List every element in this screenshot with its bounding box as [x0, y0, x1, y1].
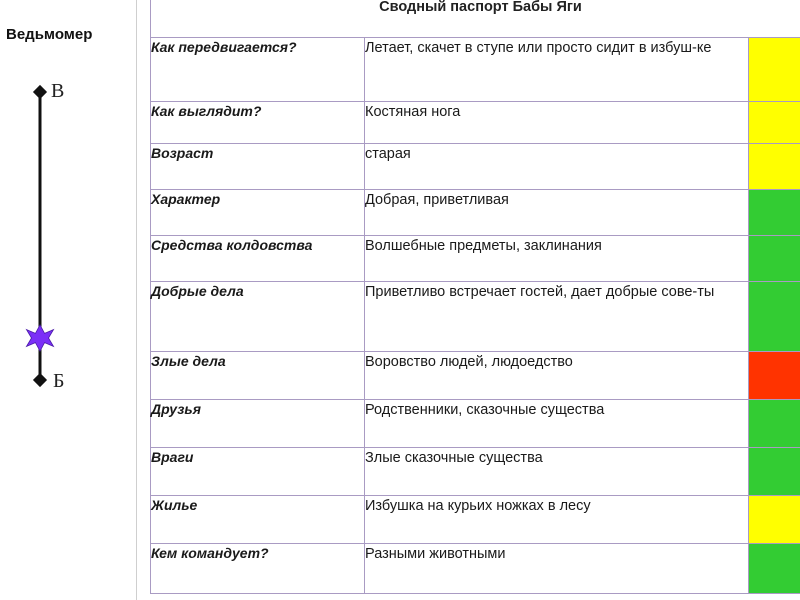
- row-label: Друзья: [151, 400, 365, 448]
- table-row: [151, 496, 800, 544]
- table-row: [151, 282, 800, 352]
- table-title: Сводный паспорт Бабы Яги: [151, 0, 800, 38]
- row-value: Разными животными: [365, 544, 749, 594]
- row-value: Избушка на курьих ножках в лесу: [365, 496, 749, 544]
- table-row: [151, 544, 800, 594]
- meter-title: Ведьмомер: [6, 26, 93, 43]
- table-row: [151, 236, 800, 282]
- row-color-indicator: [749, 400, 800, 448]
- row-label: Характер: [151, 190, 365, 236]
- row-value: старая: [365, 144, 749, 190]
- row-value: Волшебные предметы, заклинания: [365, 236, 749, 282]
- row-value: Родственники, сказочные существа: [365, 400, 749, 448]
- row-color-indicator: [749, 352, 800, 400]
- meter-top-label: В: [51, 80, 65, 102]
- row-value: Костяная нога: [365, 102, 749, 144]
- row-color-indicator: [749, 496, 800, 544]
- table-row: [151, 400, 800, 448]
- row-label: Средства колдовства: [151, 236, 365, 282]
- row-label: Добрые дела: [151, 282, 365, 352]
- row-value: Злые сказочные существа: [365, 448, 749, 496]
- table-row: [151, 190, 800, 236]
- meter-bottom-label: Б: [53, 370, 65, 392]
- row-color-indicator: [749, 190, 800, 236]
- table-row: [151, 352, 800, 400]
- witch-meter-scale: [0, 0, 120, 420]
- meter-bottom-diamond-icon: [33, 373, 47, 387]
- table-row: [151, 144, 800, 190]
- passport-table: [150, 0, 800, 594]
- row-color-indicator: [749, 102, 800, 144]
- row-value: Приветливо встречает гостей, дает добрые сове-ты: [365, 282, 749, 352]
- row-color-indicator: [749, 282, 800, 352]
- page-divider: [136, 0, 137, 600]
- row-label: Как передвигается?: [151, 38, 365, 102]
- row-color-indicator: [749, 144, 800, 190]
- row-value: Летает, скачет в ступе или просто сидит в избуш-ке: [365, 38, 749, 102]
- row-color-indicator: [749, 448, 800, 496]
- meter-star-marker-icon: [27, 325, 54, 351]
- row-label: Враги: [151, 448, 365, 496]
- row-value: Воровство людей, людоедство: [365, 352, 749, 400]
- row-label: Кем командует?: [151, 544, 365, 594]
- row-label: Злые дела: [151, 352, 365, 400]
- row-color-indicator: [749, 38, 800, 102]
- row-color-indicator: [749, 544, 800, 594]
- row-label: Возраст: [151, 144, 365, 190]
- meter-top-diamond-icon: [33, 85, 47, 99]
- table-row: [151, 448, 800, 496]
- row-color-indicator: [749, 236, 800, 282]
- row-value: Добрая, приветливая: [365, 190, 749, 236]
- row-label: Жилье: [151, 496, 365, 544]
- row-label: Как выглядит?: [151, 102, 365, 144]
- table-row: [151, 102, 800, 144]
- table-row: [151, 38, 800, 102]
